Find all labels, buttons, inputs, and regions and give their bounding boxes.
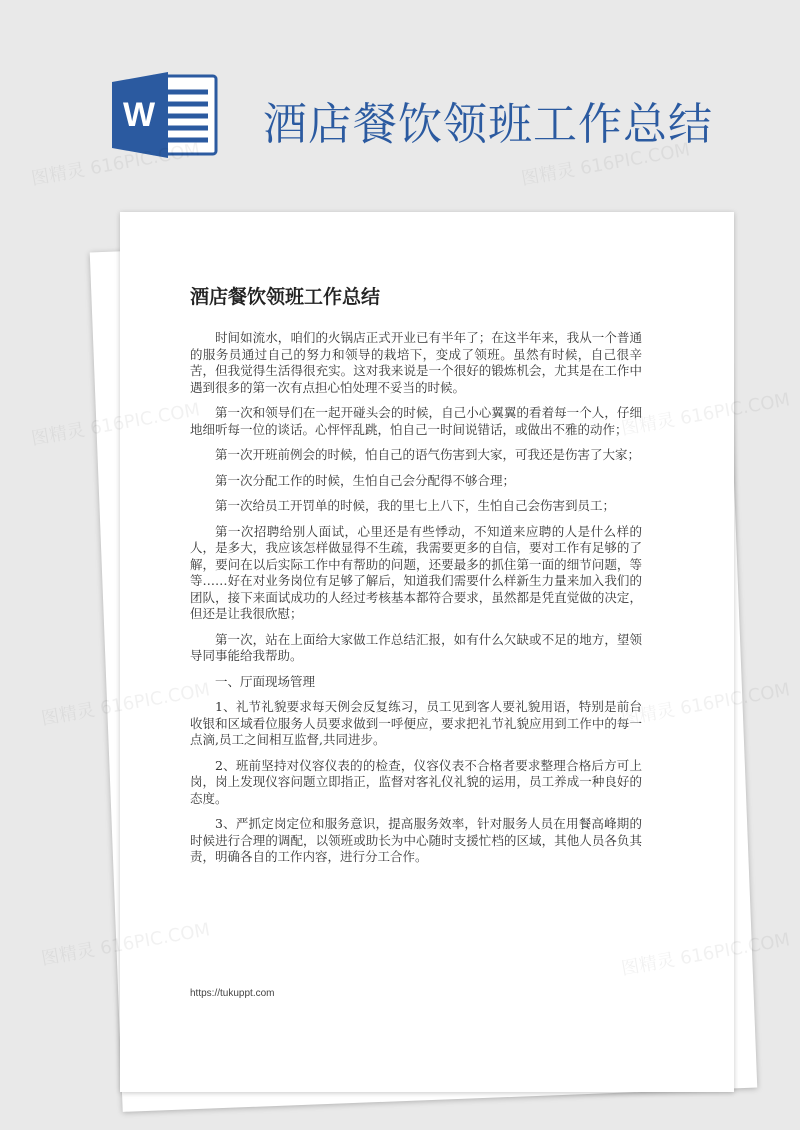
word-document-icon: [108, 70, 220, 160]
paragraph: 第一次分配工作的时候，生怕自己会分配得不够合理；: [215, 472, 516, 488]
document-title: 酒店餐饮领班工作总结: [190, 286, 381, 308]
banner-title: 酒店餐饮领班工作总结: [263, 99, 713, 150]
section-heading: 一、厅面现场管理: [215, 673, 316, 689]
watermark: 图精灵 616PIC.COM: [29, 139, 202, 190]
paragraph: 1、礼节礼貌要求每天例会反复练习，员工见到客人要礼貌用语，特别是前台收银和区域看位服务人员要求做到一呼便应，要求把礼节礼貌应用到工作中的每一点滴,员工之间相互监督,共同进步。: [190, 699, 642, 747]
paragraph: 第一次和领导们在一起开碰头会的时候，自己小心翼翼的看着每一个人，仔细地细听每一位的谈话。心怦怦乱跳，怕自己一时间说错话，或做出不雅的动作；: [190, 405, 642, 437]
paragraph: 2、班前坚持对仪容仪表的的检查，仪容仪表不合格者要求整理合格后方可上岗，岗上发现仪容问题立即指正，监督对客礼仪礼貌的运用，员工养成一种良好的态度。: [190, 757, 642, 806]
document-body: [190, 330, 642, 875]
watermark: 图精灵 616PIC.COM: [519, 139, 692, 190]
document-page: [120, 212, 734, 1092]
banner: [0, 0, 800, 205]
paragraph: 第一次开班前例会的时候，怕自己的语气伤害到大家，可我还是伤害了大家；: [215, 447, 641, 462]
paragraph: 时间如流水，咱们的火锅店正式开业已有半年了；在这半年来，我从一个普通的服务员通过自己的努力和领导的栽培下，变成了领班。虽然有时候，自己很辛苦，但我觉得生活得很充实。这对我来说是一个很好的锻炼机会，尤其是在工作中遇到很多的第一次有点担心怕处理不妥当的时候。: [190, 330, 642, 395]
paragraph: 第一次招聘给别人面试，心里还是有些悸动，不知道来应聘的人是什么样的人，是多大，我应该怎样做显得不生疏，我需要更多的自信，要对工作有足够的了解，要问在以后实际工作中有帮助的问题，还要最多的抓住第一面的细节问题，等等……好在对业务岗位有足够了解后，知道我们需要什么样新生力量来加入我们的团队，接下来面试成功的人经过考核基本都符合要求，虽然都是凭直觉做的决定，但还是让我很欣慰；: [190, 523, 642, 621]
watermark: 图精灵: [39, 699, 97, 730]
paragraph: 第一次，站在上面给大家做工作总结汇报，如有什么欠缺或不足的地方，望领导同事能给我帮助。: [190, 631, 642, 663]
footer-url: https://tukuppt.com: [190, 988, 275, 999]
watermark: 图精灵: [29, 419, 87, 450]
watermark: 616PIC.COM: [678, 389, 792, 430]
watermark: 图精灵: [39, 939, 97, 970]
logo-letter: W: [122, 96, 156, 134]
paragraph: 第一次给员工开罚单的时候，我的里七上八下，生怕自己会伤害到员工；: [215, 498, 616, 513]
paragraph: 3、严抓定岗定位和服务意识，提高服务效率，针对服务人员在用餐高峰期的时候进行合理的调配，以领班或助长为中心随时支援忙档的区域，其他人员各负其责，明确各自的工作内容，进行分工合作。: [190, 816, 642, 864]
